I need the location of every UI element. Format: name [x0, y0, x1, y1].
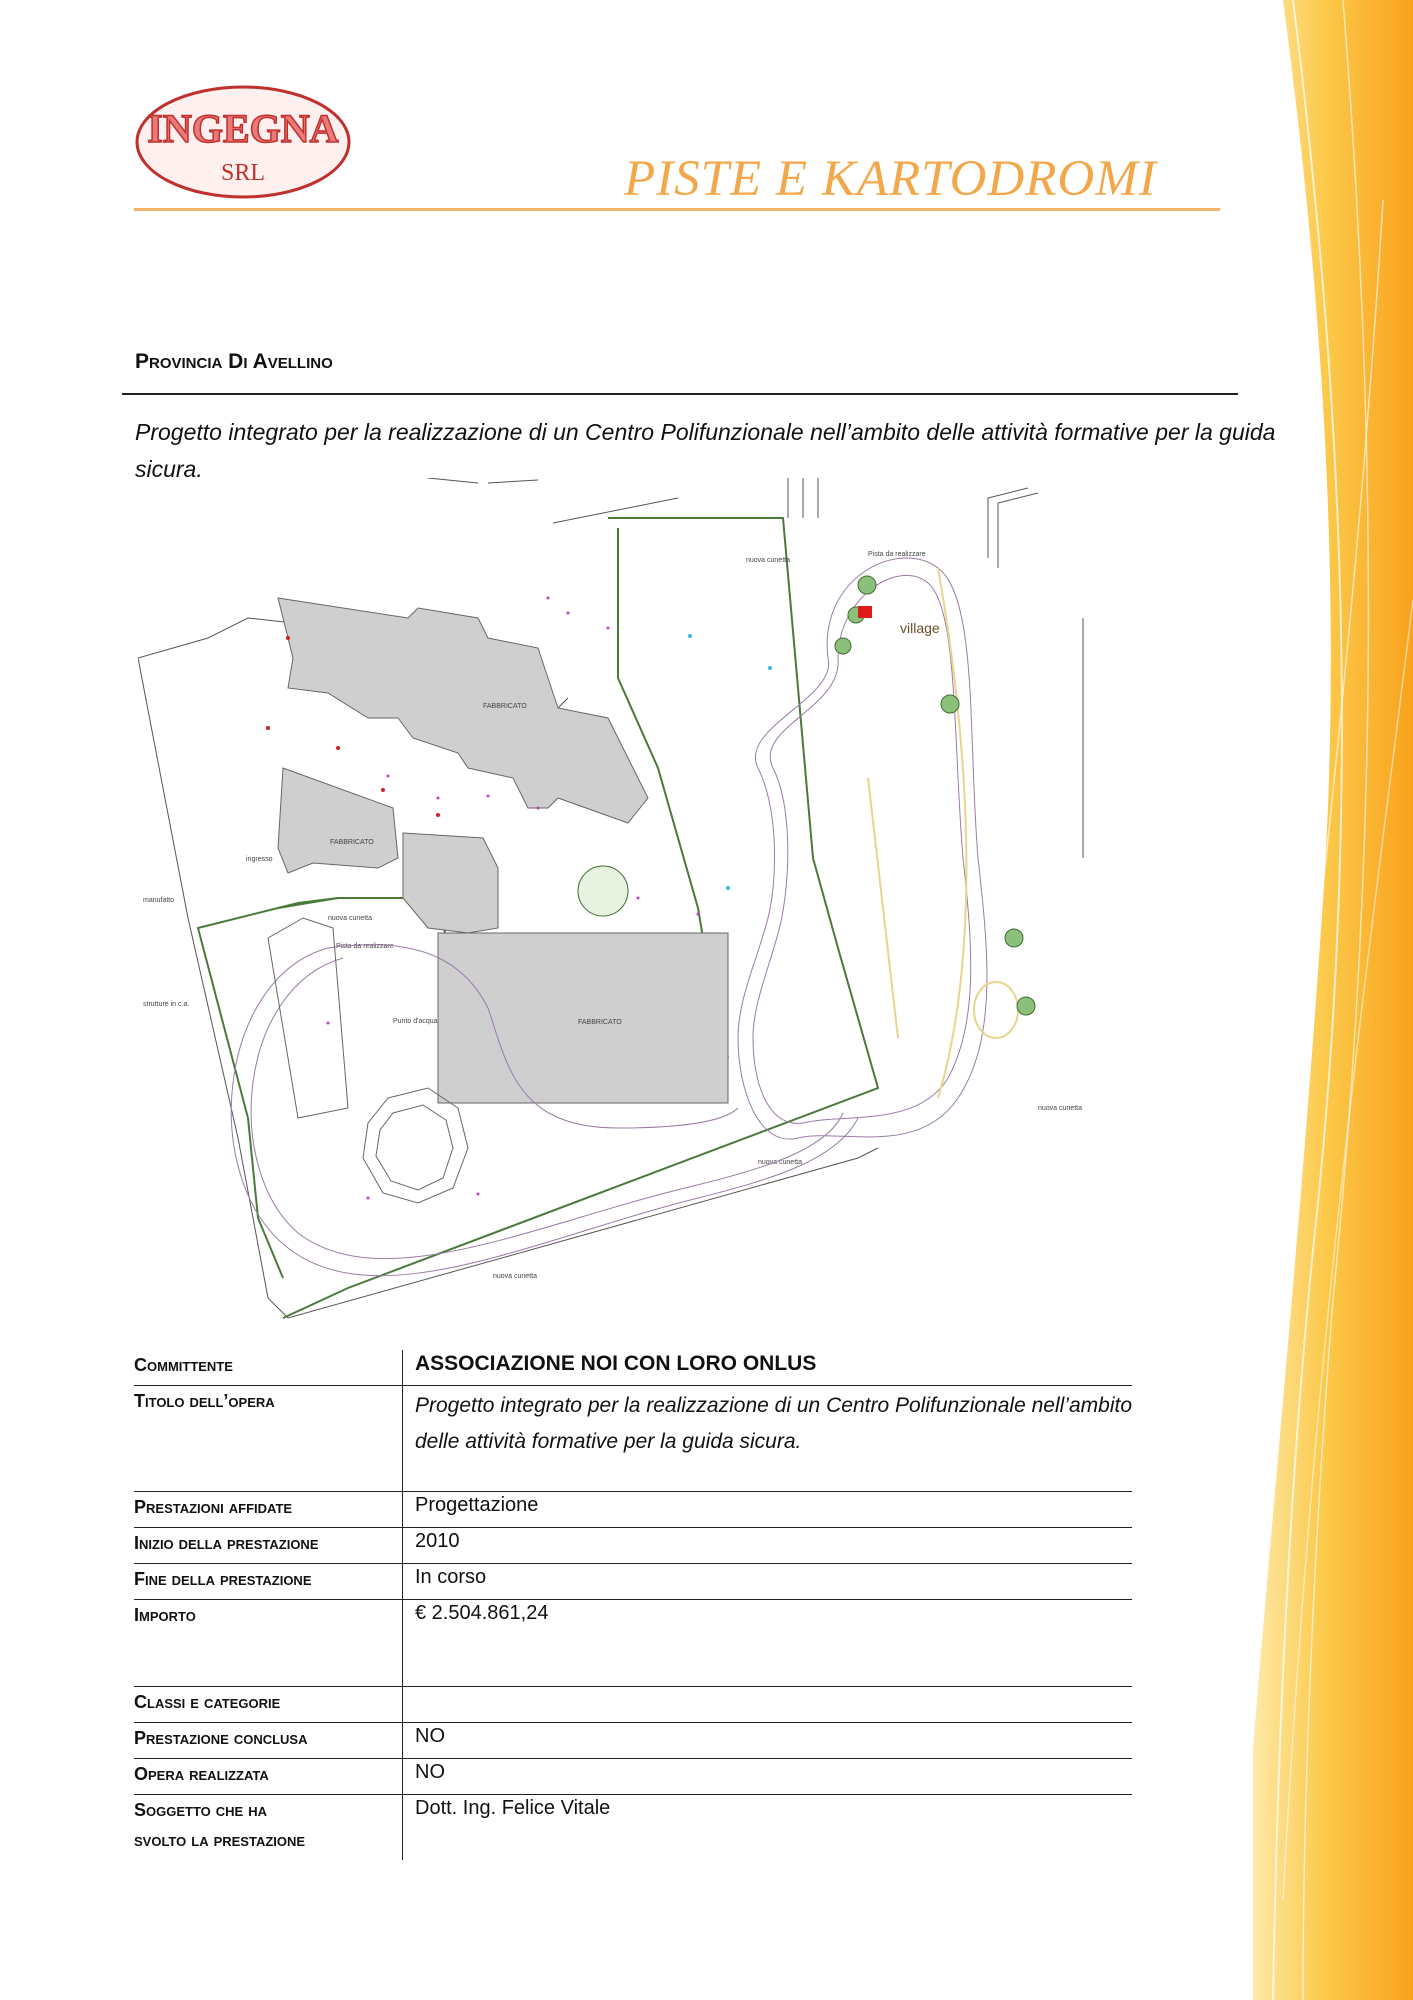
page-title: PISTE E KARTODROMI [624, 151, 1157, 207]
label-fine: Fine della prestazione [134, 1564, 403, 1600]
plan-label: manufatto [143, 897, 175, 904]
label-inizio: Inizio della prestazione [134, 1528, 403, 1564]
project-info-table [134, 1350, 1132, 1860]
plan-label: FABBRICATO [330, 839, 374, 846]
table-row [134, 1350, 1132, 1386]
label-soggetto-line2: svolto la prestazione [134, 1830, 306, 1850]
plan-label: nuova cunetta [493, 1273, 537, 1280]
label-prestazioni: Prestazioni affidate [134, 1492, 403, 1528]
table-row [134, 1687, 1132, 1723]
plan-label: nuova cunetta [758, 1159, 802, 1166]
label-realizzata: Opera realizzata [134, 1759, 403, 1795]
plan-label-village: village [900, 620, 940, 636]
plan-label: nuova cunetta [328, 915, 372, 922]
label-conclusa: Prestazione conclusa [134, 1723, 403, 1759]
plan-label: Pista da realizzare [868, 551, 926, 558]
plan-label: Pista da realizzare [336, 943, 394, 950]
value-realizzata: NO [403, 1759, 1133, 1795]
value-prestazioni: Progettazione [403, 1492, 1133, 1528]
value-fine: In corso [403, 1564, 1133, 1600]
value-committente: ASSOCIAZIONE NOI CON LORO ONLUS [403, 1350, 1133, 1386]
table-row [134, 1723, 1132, 1759]
section-divider [122, 393, 1238, 395]
label-importo: Importo [134, 1600, 403, 1687]
label-classi: Classi e categorie [134, 1687, 403, 1723]
table-row [134, 1600, 1132, 1687]
value-inizio: 2010 [403, 1528, 1133, 1564]
decorative-side-band [1253, 0, 1413, 2000]
value-soggetto: Dott. Ing. Felice Vitale [403, 1795, 1133, 1861]
plan-label: FABBRICATO [483, 703, 527, 710]
label-soggetto [134, 1795, 403, 1861]
plan-label: strutture in c.a. [143, 1001, 190, 1008]
logo-subtext: SRL [220, 160, 266, 186]
plan-label: nuova cunetta [746, 557, 790, 564]
label-soggetto-line1: Soggetto che ha [134, 1800, 267, 1820]
value-titolo: Progetto integrato per la realizzazione di un Centro Polifunzionale nell’ambito delle attività formative per la guida sicura. [403, 1386, 1133, 1492]
plan-label: Punto d'acqua [393, 1018, 438, 1025]
project-description: Progetto integrato per la realizzazione di un Centro Polifunzionale nell’ambito delle attività formative per la guida sicura. [135, 419, 1276, 482]
logo-text: INGEGNA [147, 106, 339, 151]
section-heading-province: Provincia Di Avellino [135, 350, 333, 373]
value-conclusa: NO [403, 1723, 1133, 1759]
value-importo: € 2.504.861,24 [403, 1600, 1133, 1687]
table-row [134, 1492, 1132, 1528]
plan-label: FABBRICATO [578, 1019, 622, 1026]
label-committente: Committente [134, 1350, 403, 1386]
header-divider [134, 208, 1220, 211]
table-row [134, 1528, 1132, 1564]
plan-label: nuova cunetta [1038, 1105, 1082, 1112]
table-row [134, 1564, 1132, 1600]
company-logo [134, 84, 352, 200]
table-row [134, 1795, 1132, 1861]
site-plan-drawing [138, 478, 1126, 1328]
value-classi [403, 1687, 1133, 1723]
plan-label: ingresso [246, 856, 273, 863]
table-row [134, 1759, 1132, 1795]
village-marker [858, 606, 872, 618]
table-row [134, 1386, 1132, 1492]
label-titolo: Titolo dell’opera [134, 1386, 403, 1492]
